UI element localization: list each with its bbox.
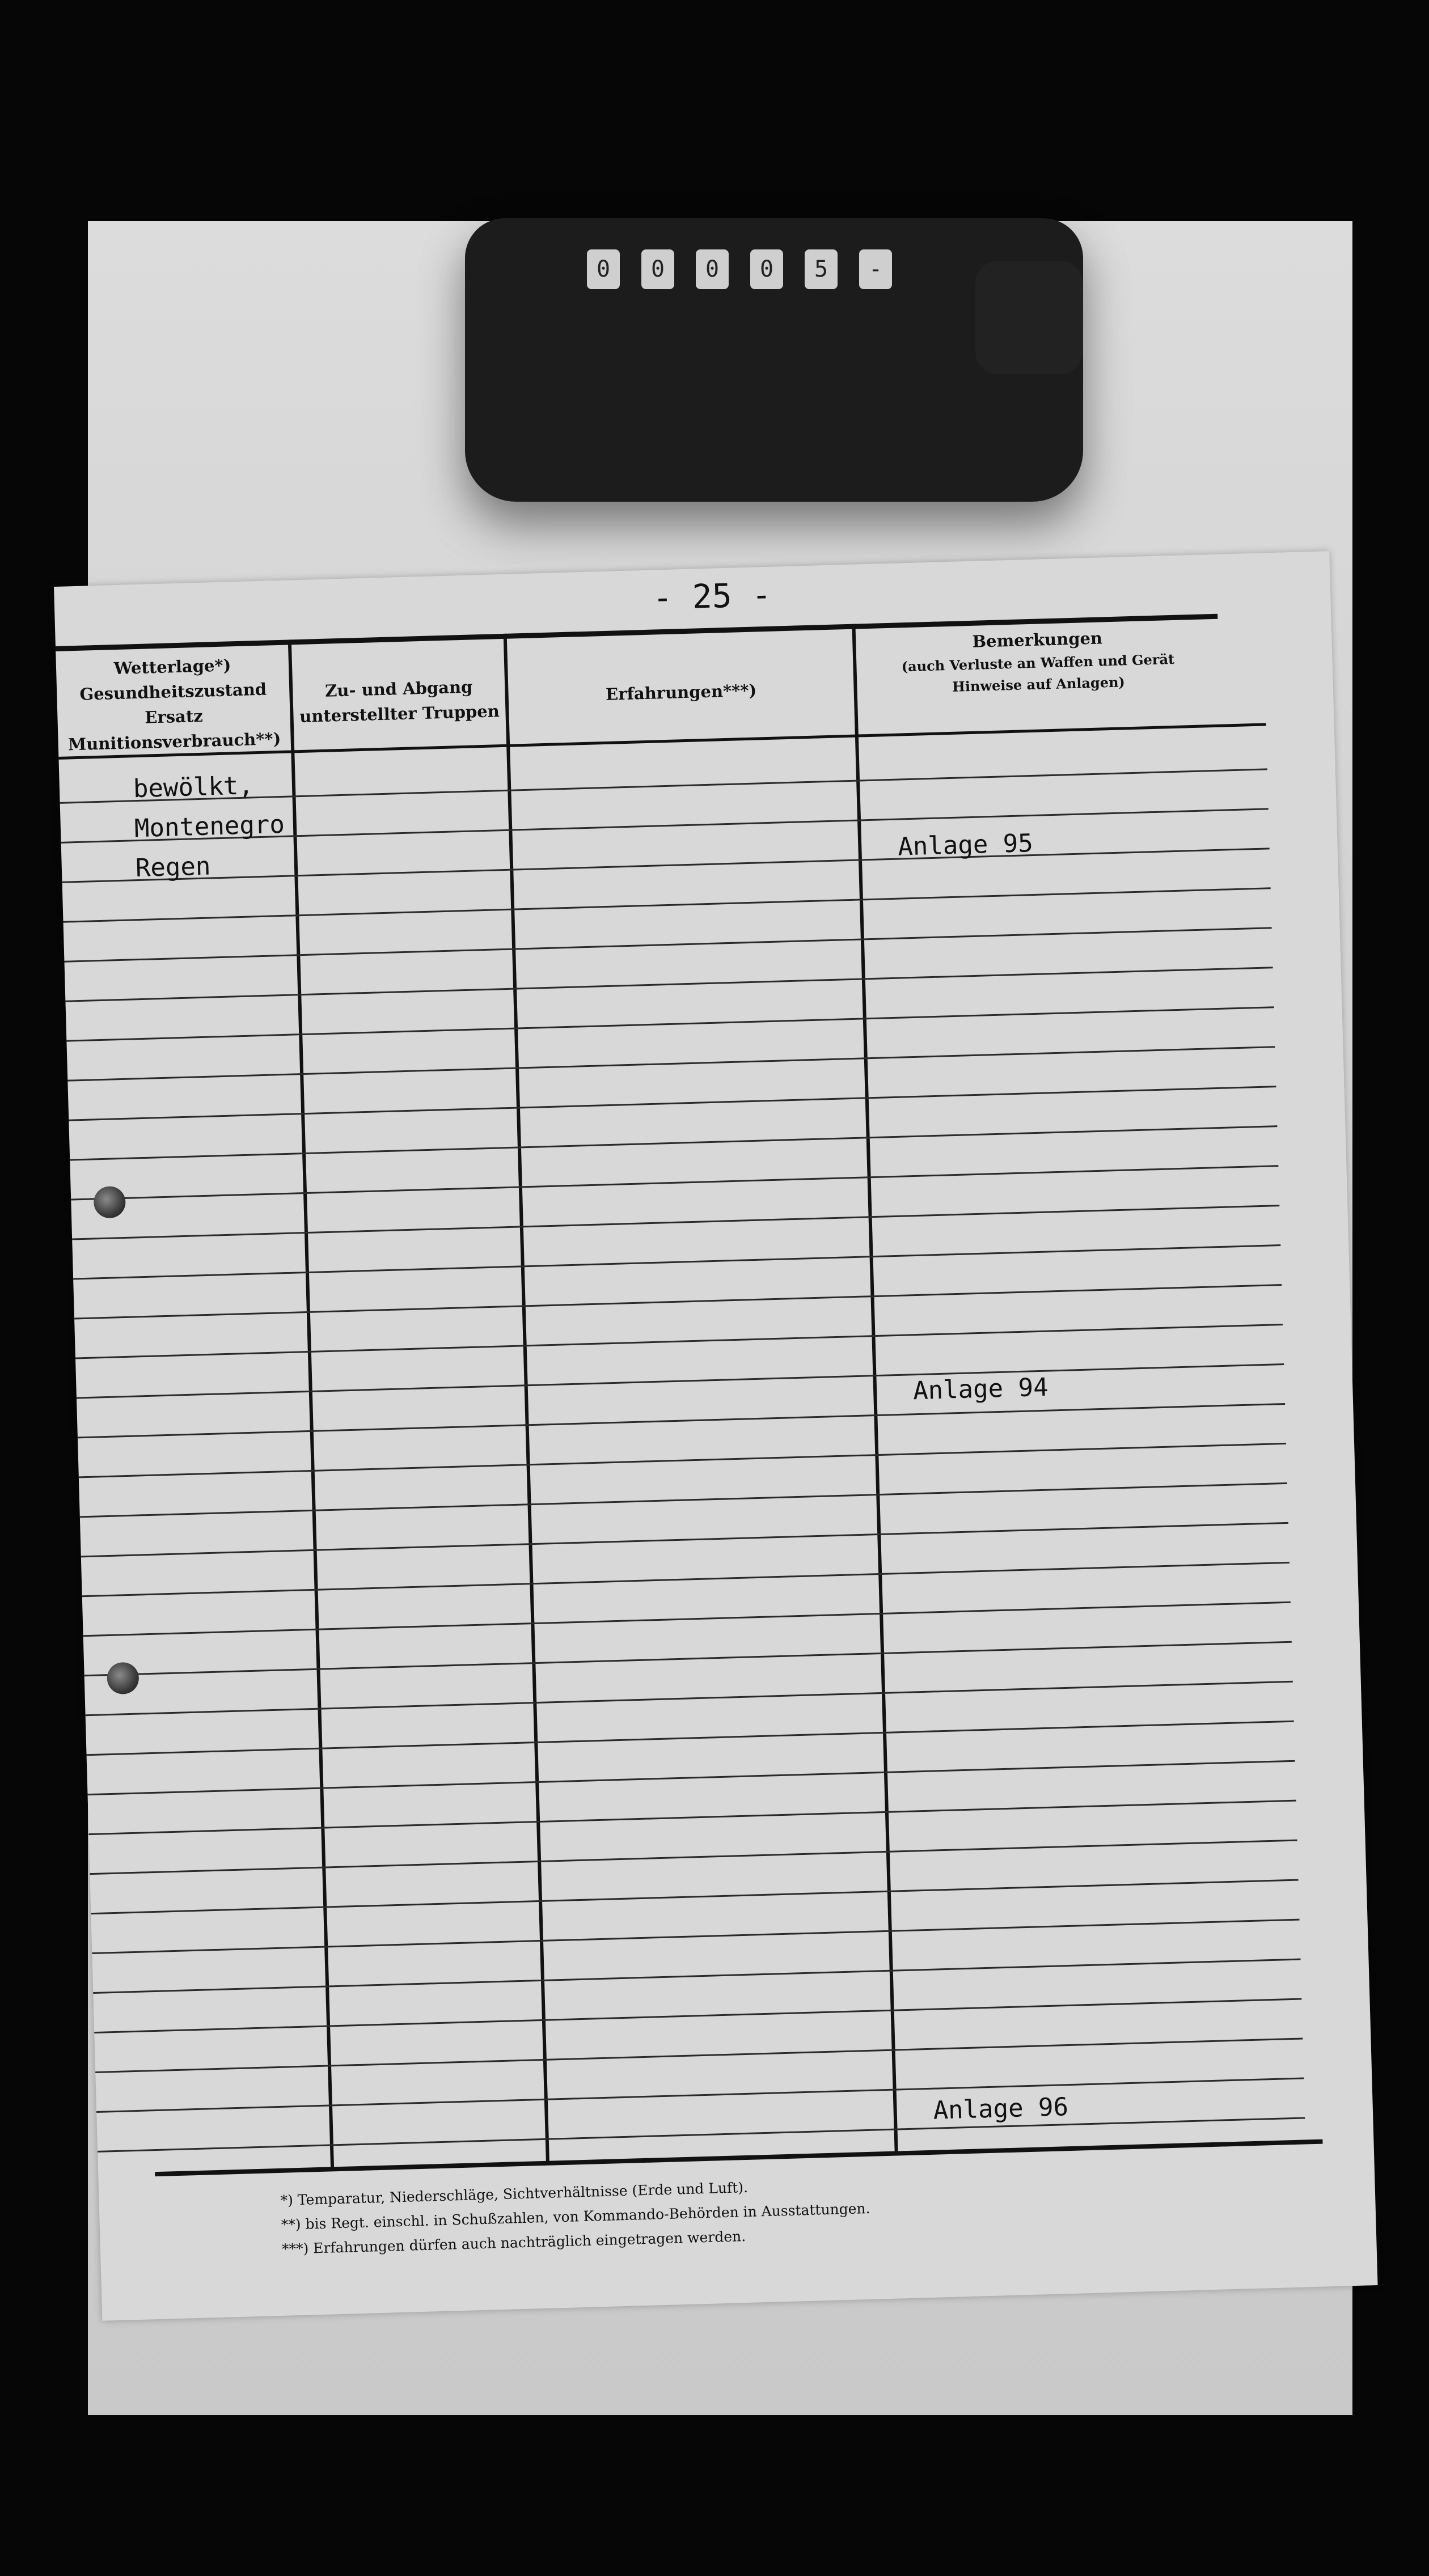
frame-counter xyxy=(587,249,892,289)
weather-entry: Montenegro xyxy=(134,810,285,844)
ruled-line xyxy=(71,1165,1278,1200)
header-line: Erfahrungen***) xyxy=(605,680,757,704)
weather-entry: bewölkt, xyxy=(133,771,254,804)
remark-entry: Anlage 95 xyxy=(897,828,1034,862)
ruled-line xyxy=(66,1006,1274,1041)
ruled-line xyxy=(94,1998,1301,2033)
ruled-line xyxy=(86,1681,1293,1716)
ruled-line xyxy=(65,967,1272,1002)
ruled-line xyxy=(62,848,1270,883)
ruled-line xyxy=(69,1086,1276,1121)
ruled-line xyxy=(93,1959,1300,1994)
ruled-line xyxy=(72,1205,1279,1240)
header-line: unterstellter Truppen xyxy=(299,701,500,726)
ruled-line xyxy=(80,1482,1287,1518)
ruled-line xyxy=(91,1879,1298,1914)
header-subline: (auch Verluste an Waffen und Gerät xyxy=(901,650,1175,675)
ruled-line xyxy=(78,1403,1285,1438)
header-line: Munitionsverbrauch**) xyxy=(67,728,281,755)
page-number: - 25 - xyxy=(652,575,772,617)
header-troops xyxy=(293,673,508,776)
header-line: Ersatz xyxy=(144,706,204,727)
counter-digit: 0 xyxy=(641,249,674,289)
ruled-line xyxy=(96,2077,1304,2112)
column-divider xyxy=(504,634,549,2164)
ruled-line xyxy=(83,1601,1291,1637)
footnote: ***) Erfahrungen dürfen auch nachträglich eingetragen werden. xyxy=(281,2228,746,2257)
counter-digit: - xyxy=(859,249,892,289)
remark-entry: Anlage 96 xyxy=(932,2092,1069,2125)
header-line: Zu- und Abgang xyxy=(324,677,473,701)
ruled-line xyxy=(95,2038,1303,2073)
ruled-line xyxy=(67,1046,1275,1081)
footnotes xyxy=(161,2172,871,2265)
ruled-line xyxy=(63,887,1270,922)
header-remarks xyxy=(856,622,1221,729)
footnote: **) bis Regt. einschl. in Schußzahlen, von Kommando-Behörden in Ausstattungen. xyxy=(281,2200,870,2233)
header-weather xyxy=(56,651,291,754)
ruled-line xyxy=(81,1522,1288,1557)
ruled-line xyxy=(74,1284,1282,1319)
punch-hole xyxy=(94,1186,126,1219)
header-subline: Hinweise auf Anlagen) xyxy=(952,673,1126,695)
ruled-line xyxy=(70,1125,1277,1160)
header-experiences xyxy=(508,675,856,781)
ruled-line xyxy=(77,1363,1284,1399)
counter-digit: 0 xyxy=(587,249,620,289)
ruled-line xyxy=(82,1562,1290,1597)
binder-clip-tab xyxy=(975,261,1083,374)
ruled-line xyxy=(73,1244,1280,1279)
ruled-line xyxy=(87,1721,1294,1756)
ruled-line xyxy=(88,1800,1296,1835)
header-line: Wetterlage*) xyxy=(113,655,231,679)
counter-digit: 0 xyxy=(696,249,729,289)
punch-hole xyxy=(107,1662,139,1695)
counter-digit: 5 xyxy=(805,249,838,289)
header-line: Gesundheitszustand xyxy=(79,679,267,704)
ruled-line xyxy=(79,1443,1286,1478)
war-diary-sheet xyxy=(54,551,1378,2321)
ruled-line xyxy=(87,1760,1295,1795)
column-divider xyxy=(288,639,334,2170)
header-line: Bemerkungen xyxy=(972,628,1103,651)
ruled-line xyxy=(92,1919,1299,1954)
ruled-line xyxy=(90,1840,1297,1875)
remark-entry: Anlage 94 xyxy=(912,1372,1049,1406)
ruled-line xyxy=(64,927,1271,962)
ruled-line xyxy=(75,1324,1283,1359)
counter-digit: 0 xyxy=(750,249,783,289)
column-divider xyxy=(852,624,898,2154)
ruled-line xyxy=(84,1641,1292,1676)
footnote: *) Temparatur, Niederschläge, Sichtverhältnisse (Erde und Luft). xyxy=(280,2179,749,2209)
weather-entry: Regen xyxy=(135,851,212,883)
